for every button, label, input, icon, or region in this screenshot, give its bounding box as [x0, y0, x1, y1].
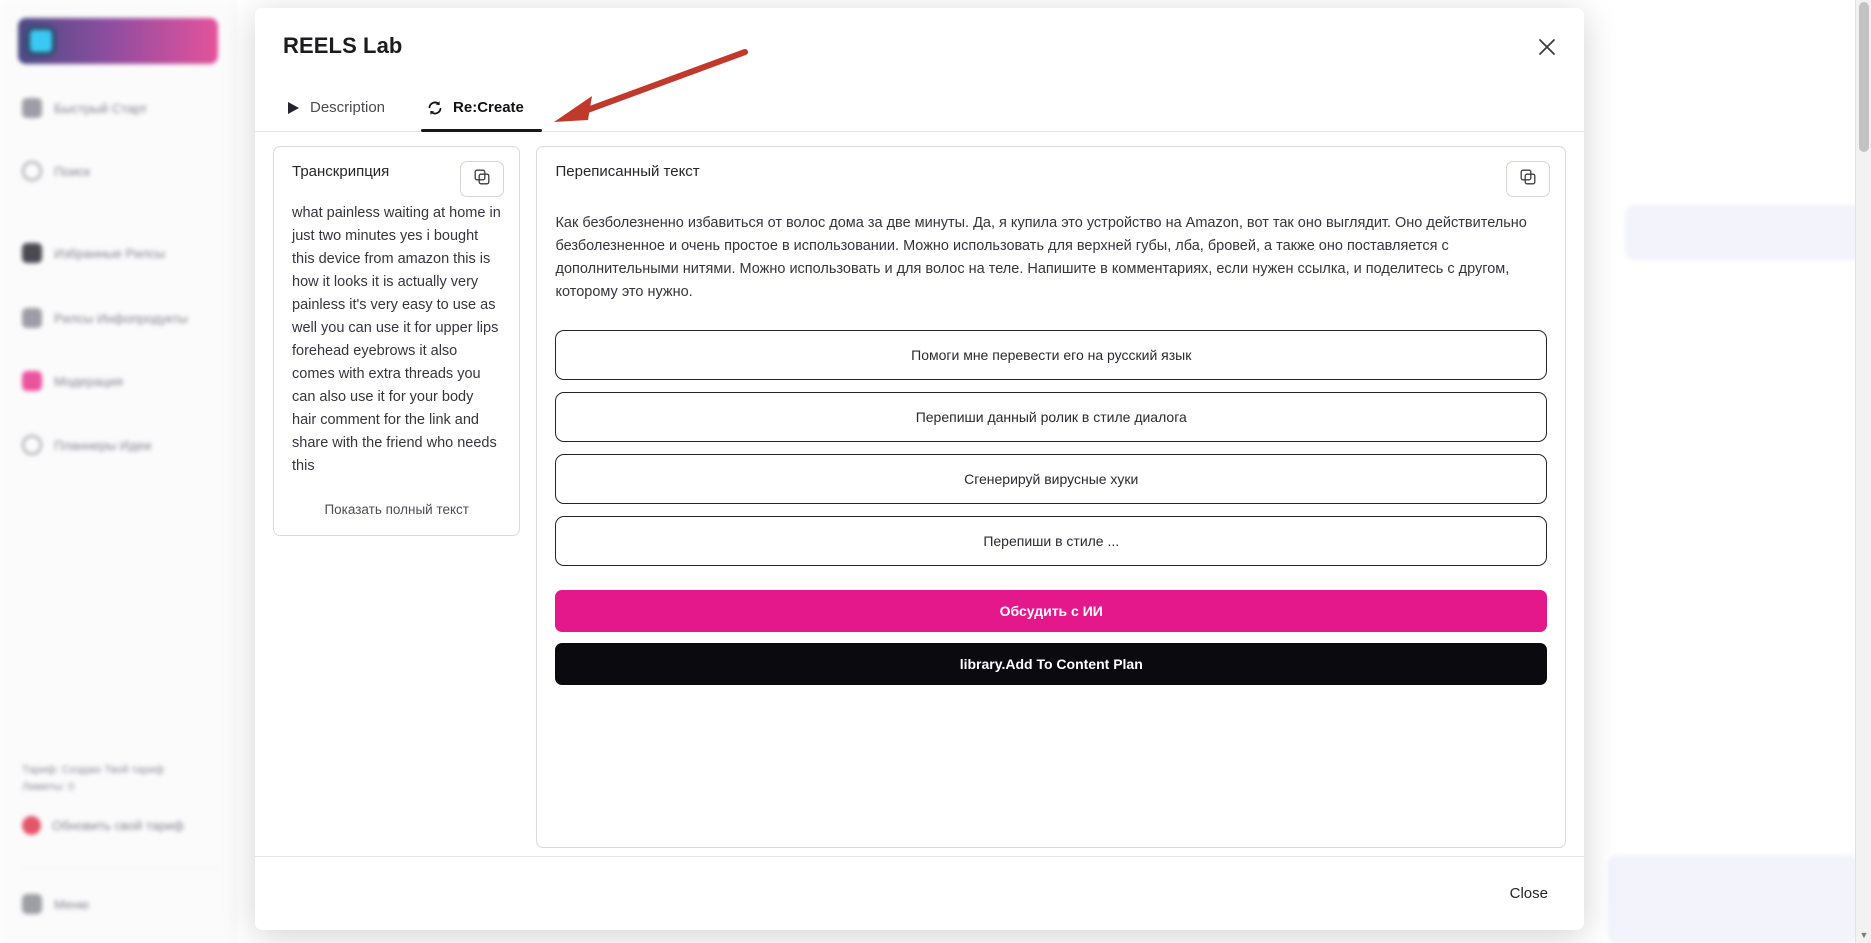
transcription-card	[273, 146, 520, 536]
shield-icon	[22, 371, 42, 391]
plan-info	[22, 762, 218, 796]
transcription-text: what painless waiting at home in just two minutes yes i bought this device from amazon this is how it looks it is actually very painless it's very easy to use as well you can use it for upper lips forehead eyebrows it also comes with extra threads you can also use it for your body hair comment for the link and share with the friend who needs this	[292, 205, 501, 474]
sidebar-item-search[interactable]	[22, 158, 218, 184]
rocket-icon	[22, 98, 42, 118]
copy-rewritten-button[interactable]	[1506, 161, 1550, 197]
upgrade-plan-label: Обновить свой тариф	[52, 817, 185, 833]
copy-icon	[1520, 169, 1536, 190]
copy-transcription-button[interactable]	[460, 161, 504, 197]
refresh-icon	[427, 100, 443, 116]
sidebar-item-planner[interactable]	[22, 432, 218, 458]
avatar	[22, 816, 41, 835]
sidebar-item-label: Избранные Рилсы	[54, 245, 165, 261]
add-to-content-plan-button[interactable]: library.Add To Content Plan	[555, 643, 1547, 685]
tab-label: Re:Create	[453, 99, 524, 116]
close-button[interactable]: Close	[1509, 885, 1548, 902]
menu-icon	[22, 894, 42, 914]
sidebar	[0, 0, 236, 943]
plan-title: Тариф: Создаю Твой тариф	[22, 764, 164, 776]
search-icon	[22, 161, 42, 181]
scroll-down-arrow-icon[interactable]: ▼	[1859, 930, 1869, 940]
modal-body	[255, 132, 1584, 856]
prompt-actions	[555, 330, 1547, 566]
upgrade-plan-row[interactable]	[22, 812, 218, 838]
logo-badge-icon	[26, 26, 56, 56]
sidebar-item-favorites[interactable]	[22, 240, 218, 266]
scrollbar-thumb[interactable]	[1859, 2, 1869, 152]
close-icon[interactable]	[1532, 32, 1562, 62]
bookmark-icon	[22, 243, 42, 263]
rewritten-text: Как безболезненно избавиться от волос дома за две минуты. Да, я купила это устройство на Amazon, вот так оно выглядит. Оно действительно безболезненное и очень простое в использовании. Можно использовать для верхней губы, лба, бровей, а также оно поставляется с дополнительными нитями. Можно использовать и для волос на теле. Напишите в комментариях, если нужен ссылка, и поделитесь с другом, которому это нужно.	[555, 215, 1527, 300]
sidebar-item-label: Модерация	[54, 373, 123, 389]
sidebar-item-menu[interactable]	[22, 890, 218, 918]
modal-header	[255, 8, 1584, 84]
rewritten-title: Переписанный текст	[555, 163, 700, 180]
background-panel-top	[1625, 205, 1865, 260]
copy-icon	[474, 169, 490, 190]
sidebar-item-label: Поиск	[54, 163, 91, 179]
page-title: REELS Lab	[283, 33, 403, 58]
calendar-icon	[22, 435, 42, 455]
sidebar-item-label: Меню	[54, 896, 90, 912]
tab-description[interactable]	[281, 84, 403, 131]
sidebar-divider	[22, 868, 218, 869]
rewritten-text-card	[536, 146, 1566, 848]
discuss-with-ai-button[interactable]: Обсудить с ИИ	[555, 590, 1547, 632]
page-scrollbar[interactable]	[1855, 0, 1871, 943]
play-icon	[287, 101, 300, 115]
background-panel-bottom	[1608, 855, 1858, 943]
sidebar-item-quick-start[interactable]	[22, 95, 218, 121]
sidebar-item-infoproducts[interactable]	[22, 305, 218, 331]
modal-tabs	[255, 84, 1584, 132]
action-generate-viral-hooks[interactable]: Сгенерируй вирусные хуки	[555, 454, 1547, 504]
action-rewrite-in-style[interactable]: Перепиши в стиле ...	[555, 516, 1547, 566]
modal-footer	[255, 856, 1584, 930]
sidebar-item-moderation[interactable]	[22, 368, 218, 394]
reels-lab-modal	[255, 8, 1584, 930]
action-translate-to-russian[interactable]: Помоги мне перевести его на русский язык	[555, 330, 1547, 380]
tab-recreate[interactable]	[421, 84, 542, 131]
sidebar-item-label: Рилсы Инфопродукты	[54, 310, 188, 326]
video-icon	[22, 308, 42, 328]
tab-label: Description	[310, 99, 386, 116]
plan-sub: Лимиты: 0	[22, 781, 75, 793]
sidebar-item-label: Планнеры Идеи	[54, 437, 152, 453]
action-rewrite-as-dialogue[interactable]: Перепиши данный ролик в стиле диалога	[555, 392, 1547, 442]
transcription-title: Транскрипция	[292, 163, 390, 180]
show-full-text-link[interactable]: Показать полный текст	[324, 502, 469, 517]
sidebar-item-label: Быстрый Старт	[54, 100, 148, 116]
